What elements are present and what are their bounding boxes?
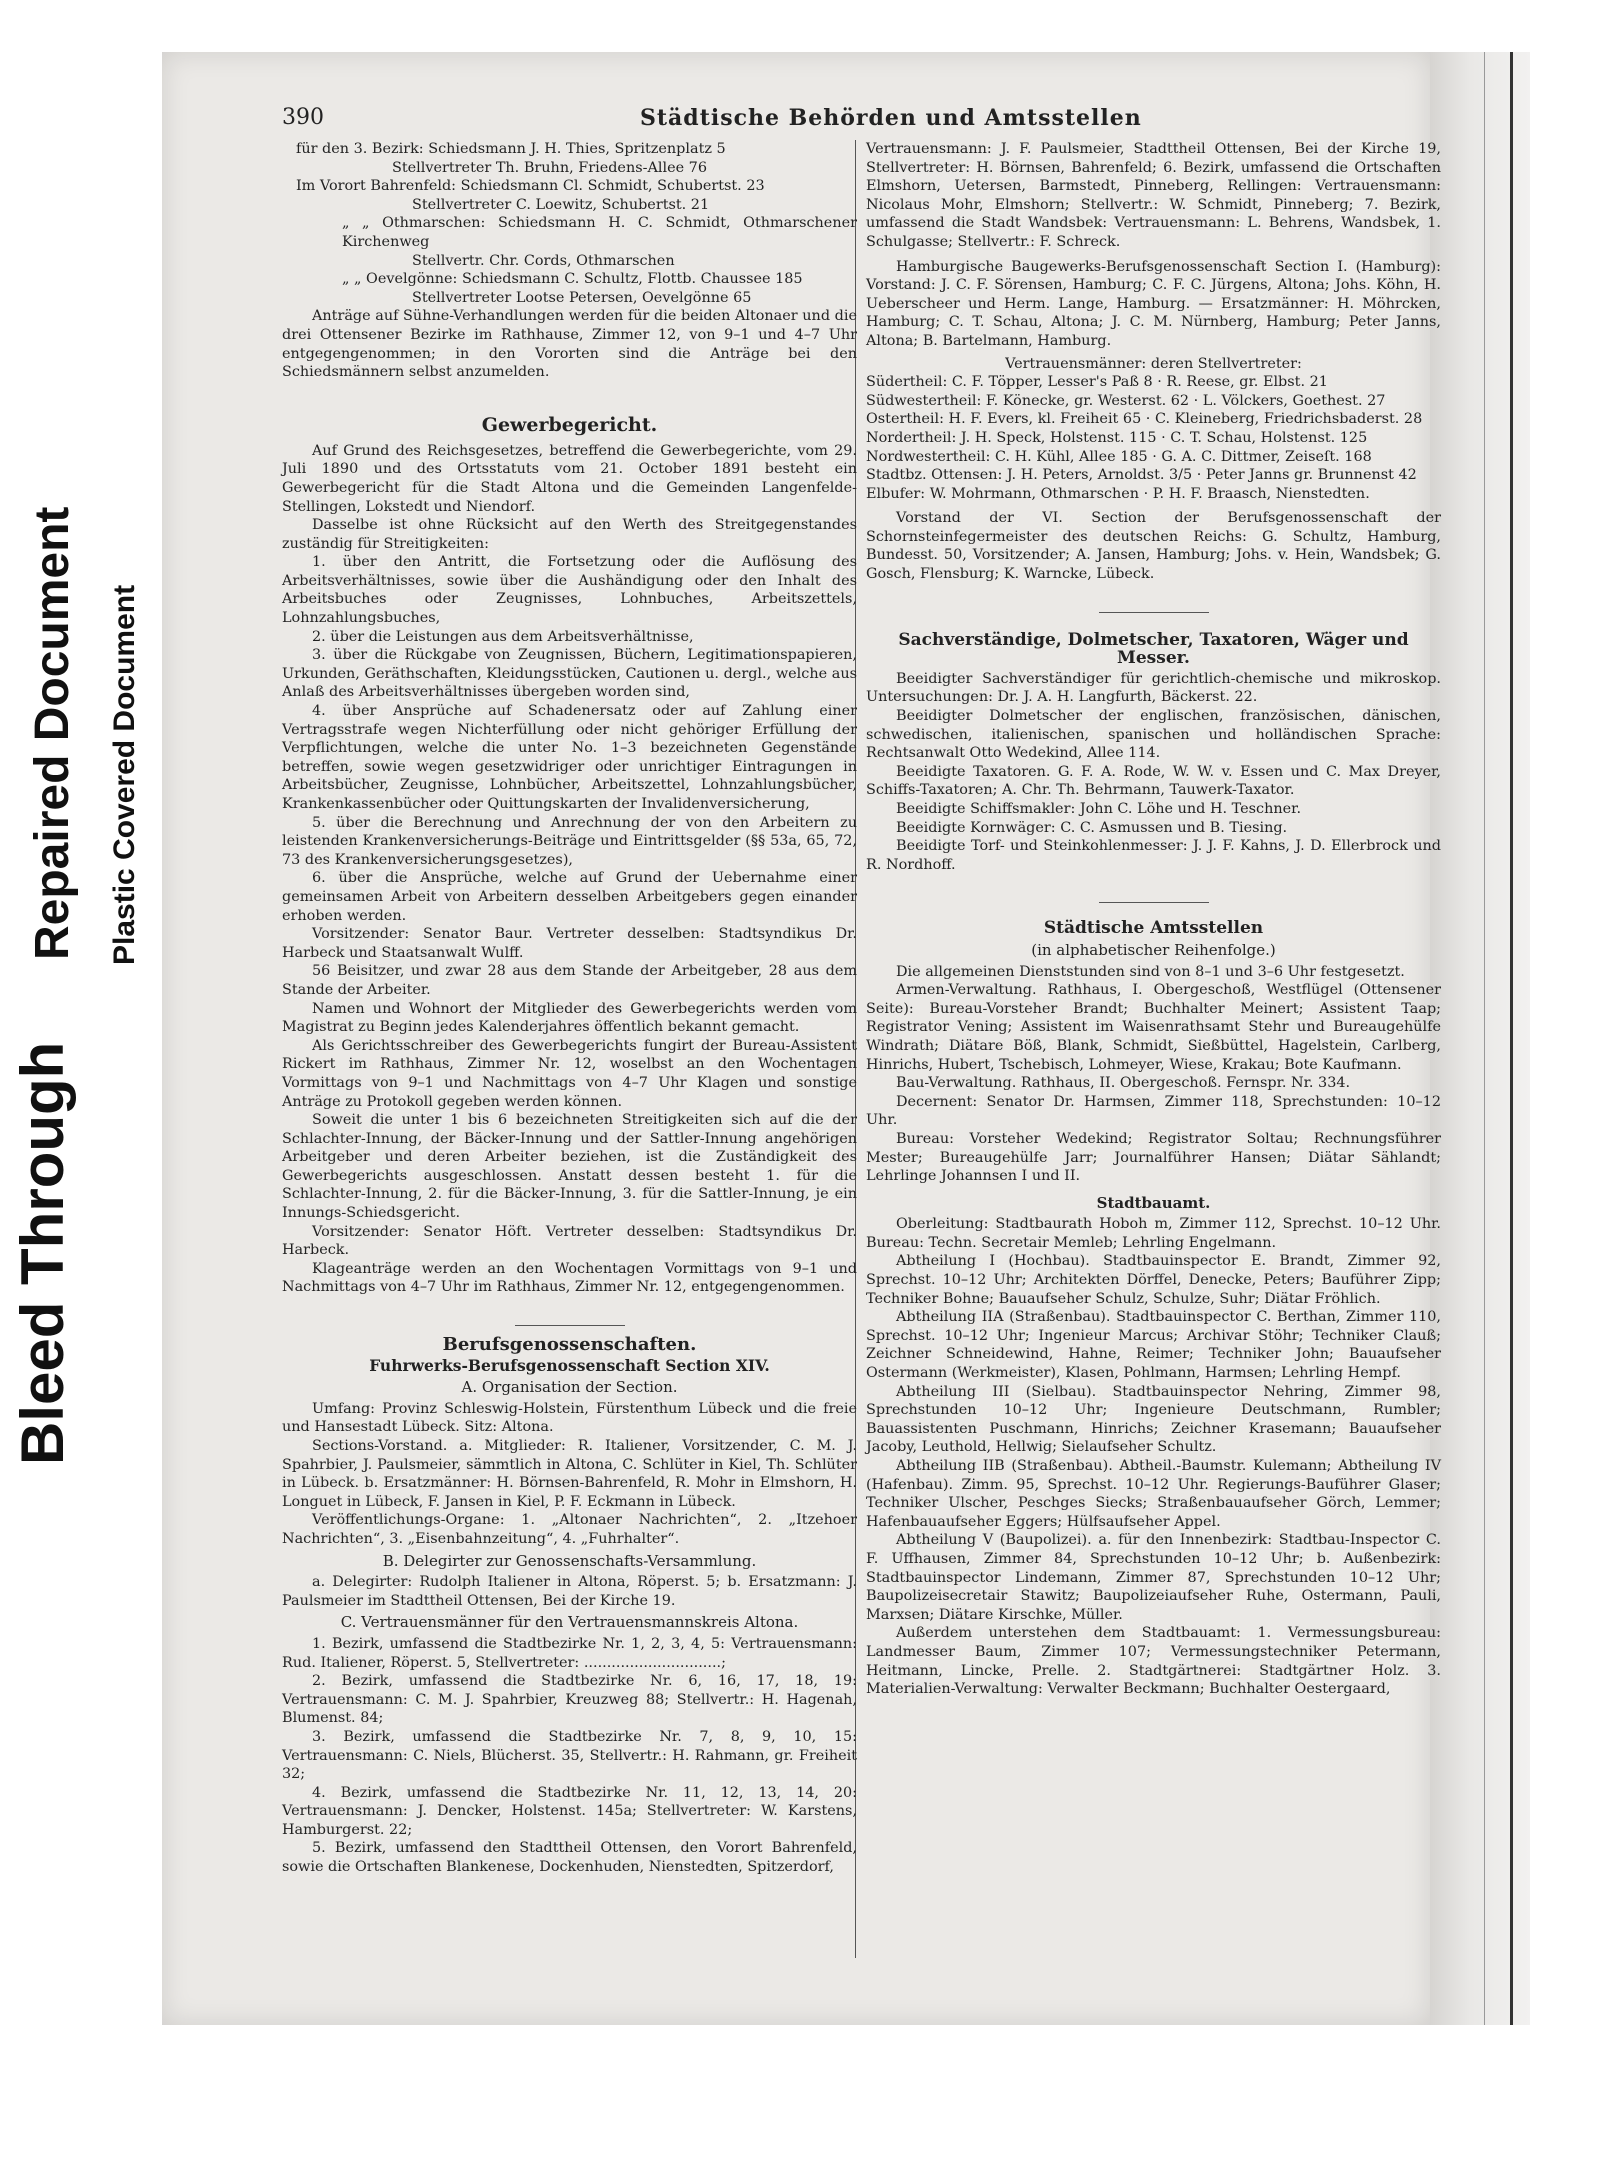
vt-row: Elbufer: W. Mohrmann, Othmarschen · P. H. F. Braasch, Nienstedten. — [866, 485, 1370, 502]
schied-line: Stellvertreter C. Loewitz, Schubertst. 21 — [412, 196, 710, 213]
schied-line: Im Vorort Bahrenfeld: Schiedsmann Cl. Schmidt, Schubertst. 23 — [296, 178, 765, 195]
beruf-subtitle: Fuhrwerks-Berufsgenossenschaft Section XIV. — [369, 1355, 770, 1375]
page-edge-line — [1510, 52, 1513, 2025]
schied-line: „ „ Oevelgönne: Schiedsmann C. Schultz, Flottb. Chaussee 185 — [342, 271, 803, 288]
beruf-c-para: 1. Bezirk, umfassend die Stadtbezirke Nr. 1, 2, 3, 4, 5: Vertrauensmann: Rud. Italiener, Röperst. 5, Stellvertreter: ..............................; — [282, 1635, 857, 1671]
stadtbau-para: Abtheilung I (Hochbau). Stadtbauinspector E. Brandt, Zimmer 92, Sprechst. 10–12 Uhr; Architekten Dörffel, Denecke, Peters; Bauführer Zipp; Techniker Bohne; Bauaufseher Schulz, Schulze, Suhr; Diätar Fröhlich. — [866, 1253, 1441, 1307]
gewerbe-para: Namen und Wohnort der Mitglieder des Gewerbegerichts werden vom Magistrat zu Beginn jedes Kalenderjahres öffentlich bekannt gemacht. — [282, 1000, 857, 1036]
gewerbe-para: Vorsitzender: Senator Höft. Vertreter desselben: Stadtsyndikus Dr. Harbeck. — [282, 1223, 857, 1259]
stadtbau-para: Abtheilung IIB (Straßenbau). Abtheil.-Baumstr. Kulemann; Abtheilung IV (Hafenbau). Zimm. 95, Sprechst. 10–12 Uhr. Regierungs-Bauführer Glaser; Techniker Ulscher, Peschges Siecks; Straßenbauaufseher Görch, Lemmer; Hafenbauaufseher Eggers; Hülfsaufseher Appel. — [866, 1458, 1441, 1530]
sach-para: Beeidigte Schiffsmakler: John C. Löhe und H. Teschner. — [896, 801, 1302, 817]
repaired-document-label: Repaired Document — [26, 506, 79, 960]
gewerbe-para: Dasselbe ist ohne Rücksicht auf den Werth des Streitgegenstandes zuständig für Streitigkeiten: — [282, 517, 857, 552]
beruf-title: Berufsgenossenschaften. — [442, 1334, 697, 1356]
running-title: Städtische Behörden und Amtsstellen — [640, 105, 1142, 131]
stadtbau-para: Oberleitung: Stadtbaurath Hoboh m, Zimmer 112, Sprechst. 10–12 Uhr. Bureau: Techn. Secretair Memleb; Lehrling Engelmann. — [866, 1216, 1441, 1251]
gewerbe-para: Klageanträge werden an den Wochentagen Vormittags von 9–1 und Nachmittags von 4–7 Uhr im Rathhaus, Zimmer Nr. 12, entgegengenommen. — [282, 1260, 857, 1296]
schied-line: „ „ Othmarschen: Schiedsmann H. C. Schmidt, Othmarschener Kirchenweg — [342, 215, 857, 250]
vertrauen-cont: Vertrauensmann: J. F. Paulsmeier, Stadttheil Ottensen, Bei der Kirche 19, Stellvertreter: H. Börnsen, Bahrenfeld; 6. Bezirk, umfassend die Ortschaften Elmshorn, Uetersen, Barmstedt, Pinneberg, Rellingen: Vertrauensmann: Nicolaus Mohr, Elmshorn; Stellvertr.: W. Schmidt, Pinneberg; 7. Bezirk, umfassend die Stadt Wandsbek: Vertrauensmann: L. Behrens, Wandsbek, 1. Schulgasse; Stellvertr.: F. Schreck. — [866, 141, 1441, 250]
beruf-c-para: 5. Bezirk, umfassend den Stadttheil Ottensen, den Vorort Bahrenfeld, sowie die Ortschaften Blankenese, Dockenhuden, Nienstedten, Spitzerdorf, — [282, 1840, 857, 1876]
beruf-a-para: Umfang: Provinz Schleswig-Holstein, Fürstenthum Lübeck und die freie und Hansestadt Lübeck. Sitz: Altona. — [282, 1400, 857, 1436]
gewerbe-para: 2. über die Leistungen aus dem Arbeitsverhältnisse, — [312, 628, 694, 645]
gewerbe-para: 6. über die Ansprüche, welche auf Grund der Uebernahme einer gemeinsamen Arbeit von Arbeitern desselben Arbeitgebers gegen einander erhoben werden. — [282, 870, 857, 924]
amt-title: Städtische Amtsstellen — [1043, 918, 1264, 939]
bleed-through-label: Bleed Through — [9, 1041, 76, 1465]
beruf-a-para: Sections-Vorstand. a. Mitglieder: R. Italiener, Vorsitzender, C. M. J. Spahrbier, J. Paulsmeier, sämmtlich in Altona, C. Schlüter in Kiel, Th. Schlüter in Lübeck. b. Ersatzmänner: H. Börnsen-Bahrenfeld, R. Mohr in Elmshorn, H. Longuet in Lübeck, F. Jansen in Kiel, P. F. Eckmann in Lübeck. — [282, 1438, 857, 1510]
page-edge — [1430, 52, 1530, 2025]
stadtbau-para: Abtheilung IIA (Straßenbau). Stadtbauinspector C. Berthan, Zimmer 110, Sprechst. 10–12 Uhr; Ingenieur Marcus; Archivar Stöhr; Techniker Clauß; Zeichner Schneidewind, Hahne, Reimer; Techniker John; Bauaufseher Ostermann (Werkmeister), Klasen, Pohlmann, Harmsen; Lehrling Hempf. — [866, 1309, 1441, 1382]
sach-para: Beeidigte Torf- und Steinkohlenmesser: J. J. F. Kahns, J. D. Ellerbrock und R. Nordhoff. — [866, 838, 1441, 873]
vt-row: Stadtbz. Ottensen: J. H. Peters, Arnoldst. 3/5 · Peter Janns gr. Brunnenst 42 — [866, 467, 1417, 484]
schied-line: Stellvertreter Th. Bruhn, Friedens-Allee 76 — [392, 159, 707, 176]
sach-para: Beeidigte Taxatoren. G. F. A. Rode, W. W. v. Essen und C. Max Dreyer, Schiffs-Taxatoren; A. Chr. Th. Behrmann, Tauwerk-Taxator. — [866, 763, 1441, 799]
schornstein-para: Vorstand der VI. Section der Berufsgenossenschaft der Schornsteinfegermeister des deutschen Reichs: G. Schultz, Hamburg, Bundesst. 50, Vorsitzender; A. Jansen, Hamburg; Johs. v. Hein, Wandsbek; G. Gosch, Flensburg; K. Warncke, Lübeck. — [866, 510, 1441, 583]
amt-subtitle: (in alphabetischer Reihenfolge.) — [1031, 940, 1276, 959]
gewerbe-para: 56 Beisitzer, und zwar 28 aus dem Stande der Arbeitgeber, 28 aus dem Stande der Arbeiter. — [282, 963, 857, 998]
sach-para: Beeidigter Dolmetscher der englischen, französischen, dänischen, schwedischen, italienischen, spanischen und holländischen Sprache: Rechtsanwalt Otto Wedekind, Allee 114. — [866, 708, 1441, 762]
beruf-a-head: A. Organisation der Section. — [461, 1378, 678, 1397]
vt-row: Südwestertheil: F. Könecke, gr. Westerst. 62 · L. Völckers, Goethest. 27 — [866, 392, 1386, 409]
gewerbe-para: 5. über die Berechnung und Anrechnung der von den Arbeitern zu leistenden Krankenversicherungs-Beiträge und Eintrittsgelder (§§ 53a, 65, 72, 73 des Krankenversicherungsgesetzes), — [282, 814, 857, 868]
stadtbau-para: Abtheilung III (Sielbau). Stadtbauinspector Nehring, Zimmer 98, Sprechstunden 10–12 Uhr; Ingenieure Deutschmann, Rumbler; Bauassistenten Puschmann, Hinrichs; Zeichner Krasemann; Bauaufseher Jacoby, Leuthold, Hellwig; Sielaufseher Schultz. — [866, 1383, 1441, 1456]
stadtbau-para: Außerdem unterstehen dem Stadtbauamt: 1. Vermessungsbureau: Landmesser Baum, Zimmer 107; Vermessungstechniker Petermann, Heitmann, Lincke, Prelle. 2. Stadtgärtnerei: Stadtgärtner Holz. 3. Materialien-Verwaltung: Verwalter Beckmann; Buchhalter Oestergaard, — [866, 1625, 1441, 1698]
gewerbe-para: Auf Grund des Reichsgesetzes, betreffend die Gewerbegerichte, vom 29. Juli 1890 und des Ortsstatuts vom 21. October 1891 besteht ein Gewerbegericht für die Stadt Altona und die Gemeinden Langenfelde-Stellingen, Lokstedt und Niendorf. — [282, 442, 857, 515]
vt-row: Südertheil: C. F. Töpper, Lesser's Paß 8 · R. Reese, gr. Elbst. 21 — [866, 374, 1328, 391]
beruf-c-head: C. Vertrauensmänner für den Vertrauensmannskreis Altona. — [340, 1613, 799, 1632]
amt-para: Bureau: Vorsteher Wedekind; Registrator Soltau; Rechnungsführer Mester; Bureaugehülfe Jarr; Journalführer Hansen; Diätar Sählandt; Lehrlinge Johannsen I und II. — [866, 1130, 1441, 1185]
sach-para: Beeidigter Sachverständiger für gerichtlich-chemische und mikroskop. Untersuchungen: Dr. J. A. H. Langfurth, Bäckerst. 22. — [866, 670, 1441, 706]
amt-para: Decernent: Senator Dr. Harmsen, Zimmer 118, Sprechstunden: 10–12 Uhr. — [866, 1093, 1441, 1129]
schied-line: für den 3. Bezirk: Schiedsmann J. H. Thies, Spritzenplatz 5 — [296, 141, 726, 157]
beruf-a-para: Veröffentlichungs-Organe: 1. „Altonaer Nachrichten“, 2. „Itzehoer Nachrichten“, 3. „Eisenbahnzeitung“, 4. „Fuhrhalter“. — [282, 1512, 857, 1547]
stadtbau-head: Stadtbauamt. — [1096, 1193, 1211, 1212]
gewerbe-para: Soweit die unter 1 bis 6 bezeichneten Streitigkeiten sich auf die der Schlachter-Innung, der Bäcker-Innung und der Sattler-Innung angehörigen Arbeitgeber und deren Arbeiter beziehen, ist die Zuständigkeit des Gewerbegerichts ausgeschlossen. Anstatt dessen besteht 1. für die Schlachter-Innung, 2. für die Bäcker-Innung, 3. für die Sattler-Innung, je ein Innungs-Schiedsgericht. — [282, 1112, 857, 1222]
gewerbe-para: 1. über den Antritt, die Fortsetzung oder die Auflösung des Arbeitsverhältnisses, sowie über die Aushändigung oder den Inhalt des Arbeitsbuches oder Zeugnisses, Lohnbuches, Arbeitszettels, Lohnzahlungsbuches, — [282, 554, 857, 627]
gewerbe-para: Als Gerichtsschreiber des Gewerbegerichts fungirt der Bureau-Assistent Rickert im Rathhaus, Zimmer Nr. 12, woselbst an den Wochentagen Vormittags von 9–1 und Nachmittags von 4–7 Uhr Klagen und sonstige Anträge zu Protokoll gegeben werden können. — [282, 1037, 857, 1110]
section-rule — [1099, 612, 1209, 613]
amt-para: Bau-Verwaltung. Rathhaus, II. Obergeschoß. Fernspr. Nr. 334. — [896, 1075, 1351, 1092]
section-rule — [515, 1325, 625, 1326]
vt-row: Nordertheil: J. H. Speck, Holstenst. 115 · C. T. Schau, Holstenst. 125 — [866, 429, 1368, 446]
right-column — [866, 140, 1441, 1699]
stadtbau-para: Abtheilung V (Baupolizei). a. für den Innenbezirk: Stadtbau-Inspector C. F. Uffhausen, Zimmer 84, Sprechstunden 10–12 Uhr; b. Außenbezirk: Stadtbauinspector Lindemann, Zimmer 87, Sprechstunden 10–12 Uhr; Baupolizeisecretair Stawitz; Baupolizeiaufseher Ruhe, Ostermann, Pauli, Marxsen; Diätare Kirschke, Müller. — [866, 1532, 1441, 1623]
schied-note: Anträge auf Sühne-Verhandlungen werden für die beiden Altonaer und die drei Ottensener Bezirke im Rathhause, Zimmer 12, von 9–1 und 4–7 Uhr entgegengenommen; in den Vororten sind die Anträge bei den Schiedsmännern selbst anzumelden. — [282, 308, 857, 381]
beruf-c-para: 3. Bezirk, umfassend die Stadtbezirke Nr. 7, 8, 9, 10, 15: Vertrauensmann: C. Niels, Blücherst. 35, Stellvertr.: H. Rahmann, gr. Freiheit 32; — [282, 1728, 857, 1783]
sach-title: Sachverständige, Dolmetscher, Taxatoren, Wäger und Messer. — [898, 629, 1409, 669]
gewerbe-para: 3. über die Rückgabe von Zeugnissen, Büchern, Legitimationspapieren, Urkunden, Geräthschaften, Kleidungsstücken, Cautionen u. dergl., welche aus Anlaß des Arbeitsverhältnisses übergeben worden sind, — [282, 647, 857, 701]
beruf-c-para: 2. Bezirk, umfassend die Stadtbezirke Nr. 6, 16, 17, 18, 19: Vertrauensmann: C. M. J. Spahrbier, Kreuzweg 88; Stellvertr.: H. Hagenah, Blumenst. 84; — [282, 1673, 857, 1727]
amt-para: Armen-Verwaltung. Rathhaus, I. Obergeschoß, Westflügel (Ottensener Seite): Bureau-Vorsteher Brandt; Buchhalter Meinert; Assistent Taap; Registrator Vening; Assistent im Waisenrathsamt Stehr und Bureaugehülfe Windrath; Diätare Böß, Blank, Schmidt, Sießbüttel, Hagelstein, Carlberg, Hinrichs, Hubert, Tschebisch, Lohmeyer, Wiese, Krakau; Bote Kaufmann. — [866, 982, 1441, 1073]
beruf-b-para: a. Delegirter: Rudolph Italiener in Altona, Röperst. 5; b. Ersatzmann: J. Paulsmeier im Stadttheil Ottensen, Bei der Kirche 19. — [282, 1574, 857, 1609]
gewerbe-para: Vorsitzender: Senator Baur. Vertreter desselben: Stadtsyndikus Dr. Harbeck und Staatsanwalt Wulff. — [282, 926, 857, 961]
hamburg-bg-para: Hamburgische Baugewerks-Berufsgenossenschaft Section I. (Hamburg): Vorstand: J. C. F. Sörensen, Hamburg; C. F. C. Jürgens, Altona; Johs. Köhn, H. Ueberscheer und Herm. Lange, Hamburg. — Ersatzmänner: H. Möhrcken, Hamburg; C. T. Schau, Altona; J. C. M. Nürnberg, Hamburg; Peter Janns, Altona; B. Bartelmann, Hamburg. — [866, 258, 1441, 349]
page-number: 390 — [282, 105, 324, 130]
beruf-c-para: 4. Bezirk, umfassend die Stadtbezirke Nr. 11, 12, 13, 14, 20: Vertrauensmann: J. Dencker, Holstenst. 145a; Stellvertreter: W. Karstens, Hamburgerst. 22; — [282, 1784, 857, 1838]
section-rule — [1099, 902, 1209, 903]
beruf-b-head: B. Delegirter zur Genossenschafts-Versammlung. — [382, 1551, 757, 1570]
left-column — [282, 140, 857, 1877]
page-header — [270, 100, 1420, 136]
vt-header: Vertrauensmänner: deren Stellvertreter: — [1005, 355, 1302, 372]
gewerbe-title: Gewerbegericht. — [481, 413, 658, 436]
plastic-covered-label: Plastic Covered Document — [108, 584, 141, 965]
page-edge-line-thin — [1484, 52, 1485, 2025]
sach-para: Beeidigte Kornwäger: C. C. Asmussen und B. Tiesing. — [896, 819, 1288, 836]
gewerbe-para: 4. über Ansprüche auf Schadenersatz oder auf Zahlung einer Vertragsstrafe wegen Nichterfüllung oder nicht gehöriger Erfüllung der Verpflichtungen, welche die unter No. 1–3 bezeichneten Gegenstände betreffen, sowie wegen gesetzwidriger oder unrichtiger Eintragungen in Arbeitsbücher, Zeugnisse, Lohnbücher, Arbeitszettel, Lohnzahlungsbücher, Krankenkassenbücher oder Quittungskarten der Invalidenversicherung, — [282, 703, 857, 812]
vt-row: Ostertheil: H. F. Evers, kl. Freiheit 65 · C. Kleineberg, Friedrichsbaderst. 28 — [866, 411, 1423, 428]
schiedsmann-list — [282, 140, 857, 307]
schied-line: Stellvertr. Chr. Cords, Othmarschen — [412, 252, 675, 269]
schied-line: Stellvertreter Lootse Petersen, Oevelgönne 65 — [412, 289, 752, 306]
amt-para: Die allgemeinen Dienststunden sind von 8–1 und 3–6 Uhr festgesetzt. — [896, 963, 1405, 980]
vt-row: Nordwestertheil: C. H. Kühl, Allee 185 · G. A. C. Dittmer, Zeiseſt. 168 — [866, 448, 1372, 465]
